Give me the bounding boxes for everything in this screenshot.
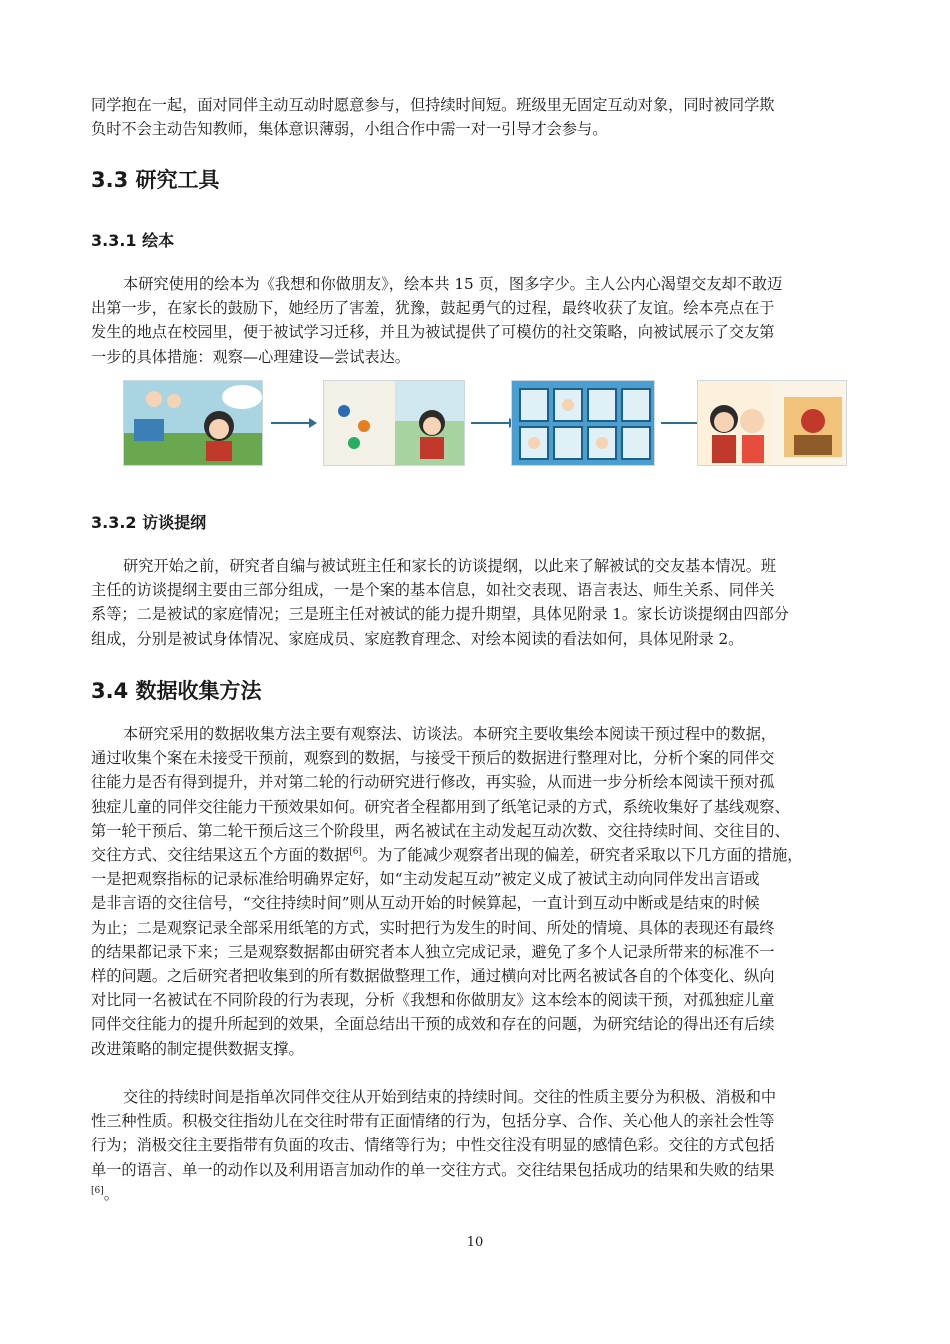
text-line: 同学抱在一起，面对同伴主动互动时愿意参与，但持续时间短。班级里无固定互动对象，同时被同学欺 [91, 96, 775, 114]
text-line: 是非言语的交往信号，“交往持续时间”则从互动开始的时候算起，一直计到互动中断或是结束的时候 [91, 894, 760, 913]
text-line: 发生的地点在校园里，便于被试学习迁移，并且为被试提供了可模仿的社交策略，向被试展示了交友第 [91, 323, 775, 342]
picture-book-page-1 [123, 380, 263, 466]
picture-book-page-3 [511, 380, 655, 466]
text-line: 独症儿童的同伴交往能力干预效果如何。研究者全程都用到了纸笔记录的方式，系统收集好了基线观察、 [91, 797, 790, 816]
text-line: 通过收集个案在未接受干预前，观察到的数据，与接受干预后的数据进行整理对比，分析个案的同伴交 [91, 749, 775, 768]
paragraph-interview-outline [91, 554, 859, 651]
text-line: 同伴交往能力的提升所起到的效果，全面总结出干预的成效和存在的问题，为研究结论的得出还有后续 [91, 1015, 775, 1034]
text-line: 主任的访谈提纲主要由三部分组成，一是个案的基本信息，如社交表现、语言表达、师生关系、同伴关 [91, 581, 775, 600]
text-fragment: 。为了能减少观察者出现的偏差，研究者采取以下几方面的措施， [361, 846, 803, 865]
paragraph-interaction-definitions [91, 1085, 859, 1206]
text-line: 本研究采用的数据收集方法主要有观察法、访谈法。本研究主要收集绘本阅读干预过程中的数据， [123, 725, 777, 743]
text-line: 第一轮干预后、第二轮干预后这三个阶段里，两名被试在主动发起互动次数、交往持续时间、交往目的、 [91, 821, 790, 840]
text-line: 研究开始之前，研究者自编与被试班主任和家长的访谈提纲，以此来了解被试的交友基本情况。班 [123, 557, 777, 575]
text-fragment: 。 [103, 1184, 119, 1203]
page-number: 10 [466, 1235, 484, 1250]
picture-book-page-2 [323, 380, 465, 466]
text-line: 一步的具体措施：观察—心理建设—尝试表达。 [91, 347, 410, 366]
intro-paragraph [91, 93, 859, 141]
text-line: 出第一步，在家长的鼓励下，她经历了害羞，犹豫，鼓起勇气的过程，最终收获了友谊。绘本亮点在于 [91, 299, 775, 318]
arrow-right-icon [271, 416, 317, 430]
text-line-with-citation [91, 843, 859, 867]
text-line: 负时不会主动告知教师，集体意识薄弱，小组合作中需一对一引导才会参与。 [91, 120, 608, 139]
text-line: 本研究使用的绘本为《我想和你做朋友》，绘本共 15 页，图多字少。主人公内心渴望交友却不敢迈 [123, 275, 783, 293]
text-line: 性三种性质。积极交往指幼儿在交往时带有正面情绪的行为，包括分享、合作、关心他人的亲社会性等 [91, 1112, 775, 1131]
picture-book-page-4 [697, 380, 847, 466]
subsection-heading-3-3-2: 3.3.2 访谈提纲 [91, 513, 207, 532]
text-line: 往能力是否有得到提升，并对第二轮的行动研究进行修改，再实验，从而进一步分析绘本阅读干预对孤 [91, 773, 775, 792]
section-heading-3-4: 3.4 数据收集方法 [91, 679, 262, 703]
text-line: 改进策略的制定提供数据支撑。 [91, 1039, 304, 1058]
text-line: 组成，分别是被试身体情况、家庭成员、家庭教育理念、对绘本阅读的看法如何，具体见附录 2。 [91, 629, 744, 648]
citation-marker[interactable]: [6] [91, 1185, 104, 1196]
text-line: 一是把观察指标的记录标准给明确界定好，如“主动发起互动”被定义成了被试主动向同伴发出言语或 [91, 870, 760, 889]
text-line: 对比同一名被试在不同阶段的行为表现，分析《我想和你做朋友》这本绘本的阅读干预，对孤独症儿童 [91, 991, 775, 1010]
text-line: 的结果都记录下来；三是观察数据都由研究者本人独立完成记录，避免了多个人记录所带来的标准不一 [91, 942, 775, 961]
subsection-heading-3-3-1: 3.3.1 绘本 [91, 231, 175, 250]
citation-marker[interactable]: [6] [349, 846, 362, 857]
text-line: 系等；二是被试的家庭情况；三是班主任对被试的能力提升期望，具体见附录 1。家长访谈提纲由四部分 [91, 605, 789, 624]
text-line: 样的问题。之后研究者把收集到的所有数据做整理工作，通过横向对比两名被试各自的个体变化、纵向 [91, 967, 775, 986]
text-line: 单一的语言、单一的动作以及利用语言加动作的单一交往方式。交往结果包括成功的结果和失败的结果 [91, 1160, 775, 1179]
picture-book-figure [91, 380, 859, 470]
text-line: 交往的持续时间是指单次同伴交往从开始到结束的持续时间。交往的性质主要分为积极、消极和中 [123, 1088, 777, 1106]
text-line-with-citation [91, 1182, 859, 1206]
paragraph-picture-book [91, 272, 859, 369]
text-fragment: 交往方式、交往结果这五个方面的数据 [91, 846, 350, 865]
text-line: 行为；消极交往主要指带有负面的攻击、情绪等行为；中性交往没有明显的感情色彩。交往的方式包括 [91, 1136, 775, 1155]
section-heading-3-3: 3.3 研究工具 [91, 168, 220, 192]
text-line: 为止；二是观察记录全部采用纸笔的方式，实时把行为发生的时间、所处的情境、具体的表现还有最终 [91, 918, 775, 937]
paragraph-data-collection [91, 722, 859, 1061]
